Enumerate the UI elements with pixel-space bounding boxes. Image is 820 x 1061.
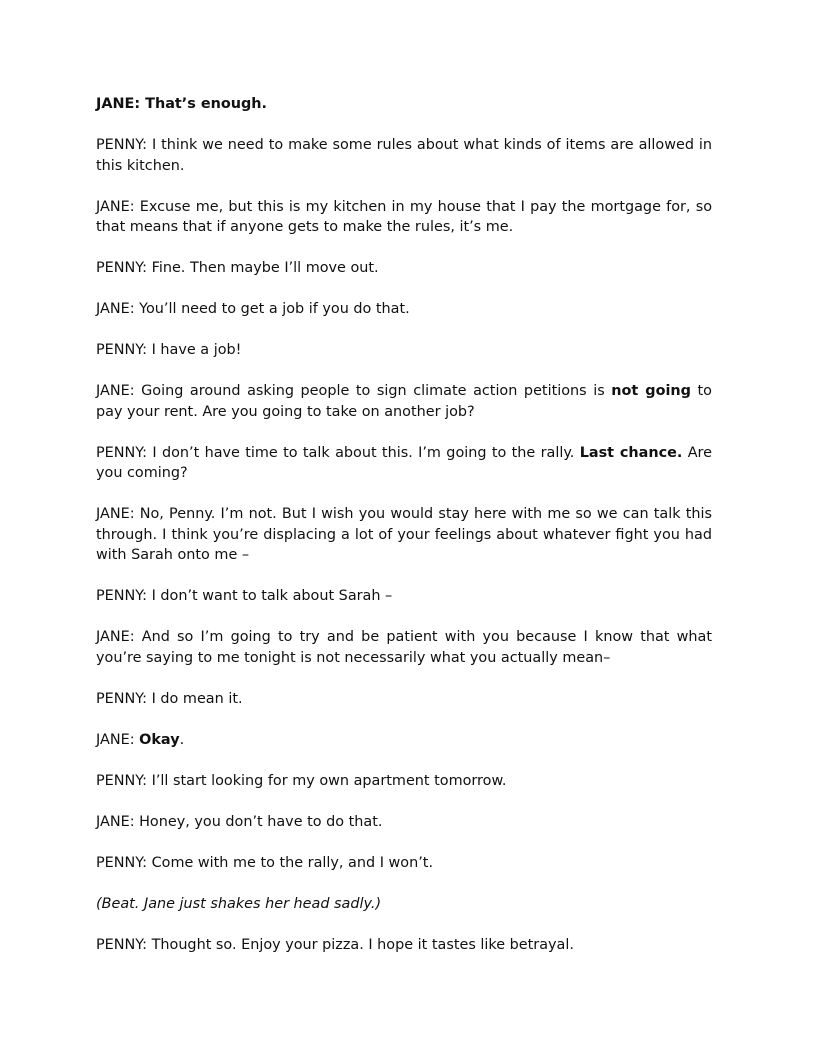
dialogue-bold: Okay <box>139 731 180 748</box>
dialogue-line: JANE: No, Penny. I’m not. But I wish you would stay here with me so we can talk this through. I think you’re displacing a lot of your feelings about whatever fight you had with Sarah onto me – <box>96 506 712 563</box>
dialogue-line: JANE: Honey, you don’t have to do that. <box>96 813 383 830</box>
dialogue-line: PENNY: Thought so. Enjoy your pizza. I hope it tastes like betrayal. <box>96 936 574 953</box>
stage-direction: (Beat. Jane just shakes her head sadly.) <box>96 895 382 912</box>
dialogue-line: PENNY: I do mean it. <box>96 690 243 707</box>
dialogue-line: JANE: Excuse me, but this is my kitchen in my house that I pay the mortgage for, so that means that if anyone gets to make the rules, it’s me. <box>96 198 712 235</box>
dialogue-bold: Last chance. <box>579 444 683 461</box>
dialogue-line: PENNY: I have a job! <box>96 342 242 358</box>
dialogue-line: PENNY: I’ll start looking for my own apartment tomorrow. <box>96 772 507 789</box>
dialogue-line: PENNY: I think we need to make some rules about what kinds of items are allowed in this kitchen. <box>96 137 712 174</box>
dialogue-line: PENNY: I don’t want to talk about Sarah – <box>96 588 393 604</box>
dialogue-text: to pay your rent. Are you going to take on another job? <box>96 383 712 420</box>
dialogue-text: Are you coming? <box>96 444 712 481</box>
dialogue-line <box>96 381 712 422</box>
dialogue-line: JANE: You’ll need to get a job if you do that. <box>96 301 410 317</box>
dialogue-text: PENNY: I don’t have time to talk about this. I’m going to the rally. <box>96 444 580 461</box>
dialogue-line: PENNY: Fine. Then maybe I’ll move out. <box>96 260 379 276</box>
dialogue-line: PENNY: Come with me to the rally, and I won’t. <box>96 854 434 871</box>
dialogue-text: JANE: <box>96 731 140 748</box>
dialogue-line: JANE: And so I’m going to try and be patient with you because I know that what you’re saying to me tonight is not necessarily what you actually mean– <box>96 629 712 666</box>
dialogue-line <box>96 730 712 751</box>
dialogue-text: JANE: Going around asking people to sign climate action petitions is <box>96 383 612 399</box>
dialogue-line <box>96 443 712 484</box>
dialogue-bold: not going <box>611 383 691 399</box>
script-page <box>96 94 712 955</box>
dialogue-text: . <box>179 731 185 748</box>
dialogue-line <box>96 94 712 115</box>
dialogue-bold: JANE: That’s enough. <box>96 96 267 112</box>
